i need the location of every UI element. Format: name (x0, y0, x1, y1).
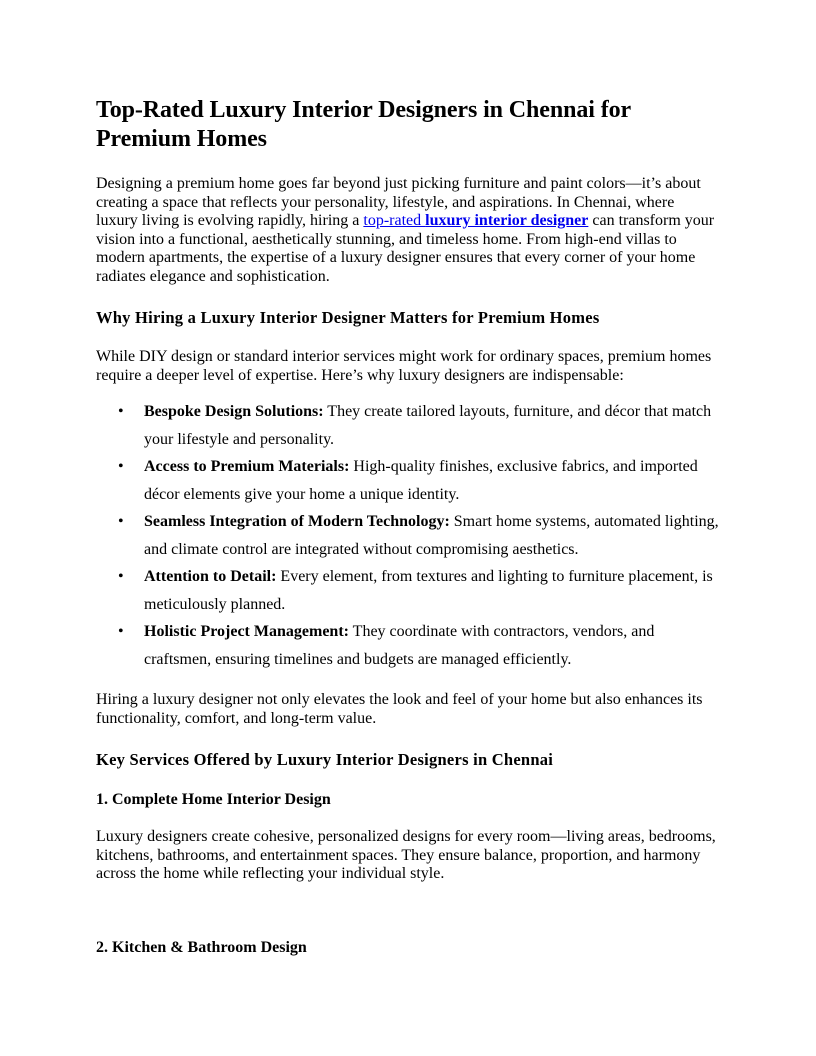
list-item-term: Bespoke Design Solutions: (144, 403, 324, 420)
section-heading-why-hire: Why Hiring a Luxury Interior Designer Matters for Premium Homes (96, 308, 600, 327)
page-title: Top-Rated Luxury Interior Designers in Chennai for Premium Homes (96, 97, 631, 152)
bullet-icon: • (118, 403, 124, 420)
why-hire-closing-paragraph: Hiring a luxury designer not only elevates the look and feel of your home but also enhances its functionality, comfort, and long-term value. (96, 691, 703, 727)
list-item (96, 563, 720, 618)
list-item (96, 398, 720, 453)
subheading-kitchen-bathroom: 2. Kitchen & Bathroom Design (96, 938, 307, 956)
bullet-icon: • (118, 513, 124, 530)
list-item-term: Attention to Detail: (144, 568, 277, 585)
list-item-text: Every element, from textures and lighting to furniture placement, is meticulously planned. (144, 568, 713, 613)
intro-text-after: can transform your vision into a functional, aesthetically stunning, and timeless home. From high-end villas to modern apartments, the expertise of a luxury designer ensures that every corner of your home radiates elegance and sophistication. (96, 212, 715, 285)
luxury-interior-designer-link[interactable] (363, 212, 588, 229)
document-body (96, 96, 720, 976)
subheading-complete-home-interior: 1. Complete Home Interior Design (96, 791, 331, 808)
list-item-term: Access to Premium Materials: (144, 458, 350, 475)
why-hire-lead-paragraph: While DIY design or standard interior services might work for ordinary spaces, premium homes require a deeper level of expertise. Here’s why luxury designers are indispensable: (96, 348, 712, 384)
section-heading-key-services: Key Services Offered by Luxury Interior Designers in Chennai (96, 750, 554, 769)
list-item-text: Smart home systems, automated lighting, and climate control are integrated without compromising aesthetics. (144, 513, 719, 558)
bullet-icon: • (118, 458, 124, 475)
list-item-text: They create tailored layouts, furniture, and décor that match your lifestyle and personality. (144, 403, 712, 448)
bullet-icon: • (118, 568, 124, 585)
list-item-text: High-quality finishes, exclusive fabrics, and imported décor elements give your home a unique identity. (144, 458, 698, 503)
bullet-icon: • (118, 623, 124, 640)
intro-text-before: Designing a premium home goes far beyond just picking furniture and paint colors—it’s about creating a space that reflects your personality, lifestyle, and aspirations. In Chennai, where luxury living is evolving rapidly, hiring a (96, 175, 701, 229)
list-item-text: They coordinate with contractors, vendors, and craftsmen, ensuring timelines and budgets are managed efficiently. (144, 623, 655, 668)
link-text-plain: top-rated (363, 212, 426, 229)
list-item-term: Holistic Project Management: (144, 623, 349, 640)
link-text-bold: luxury interior designer (425, 212, 589, 229)
list-item (96, 508, 720, 563)
complete-home-interior-paragraph: Luxury designers create cohesive, personalized designs for every room—living areas, bedrooms, kitchens, bathrooms, and entertainment spaces. They ensure balance, proportion, and harmony across the home while reflecting your individual style. (96, 828, 716, 882)
benefits-list (96, 398, 720, 673)
list-item (96, 618, 720, 673)
list-item-term: Seamless Integration of Modern Technology: (144, 513, 450, 530)
intro-paragraph (96, 175, 720, 286)
list-item (96, 453, 720, 508)
